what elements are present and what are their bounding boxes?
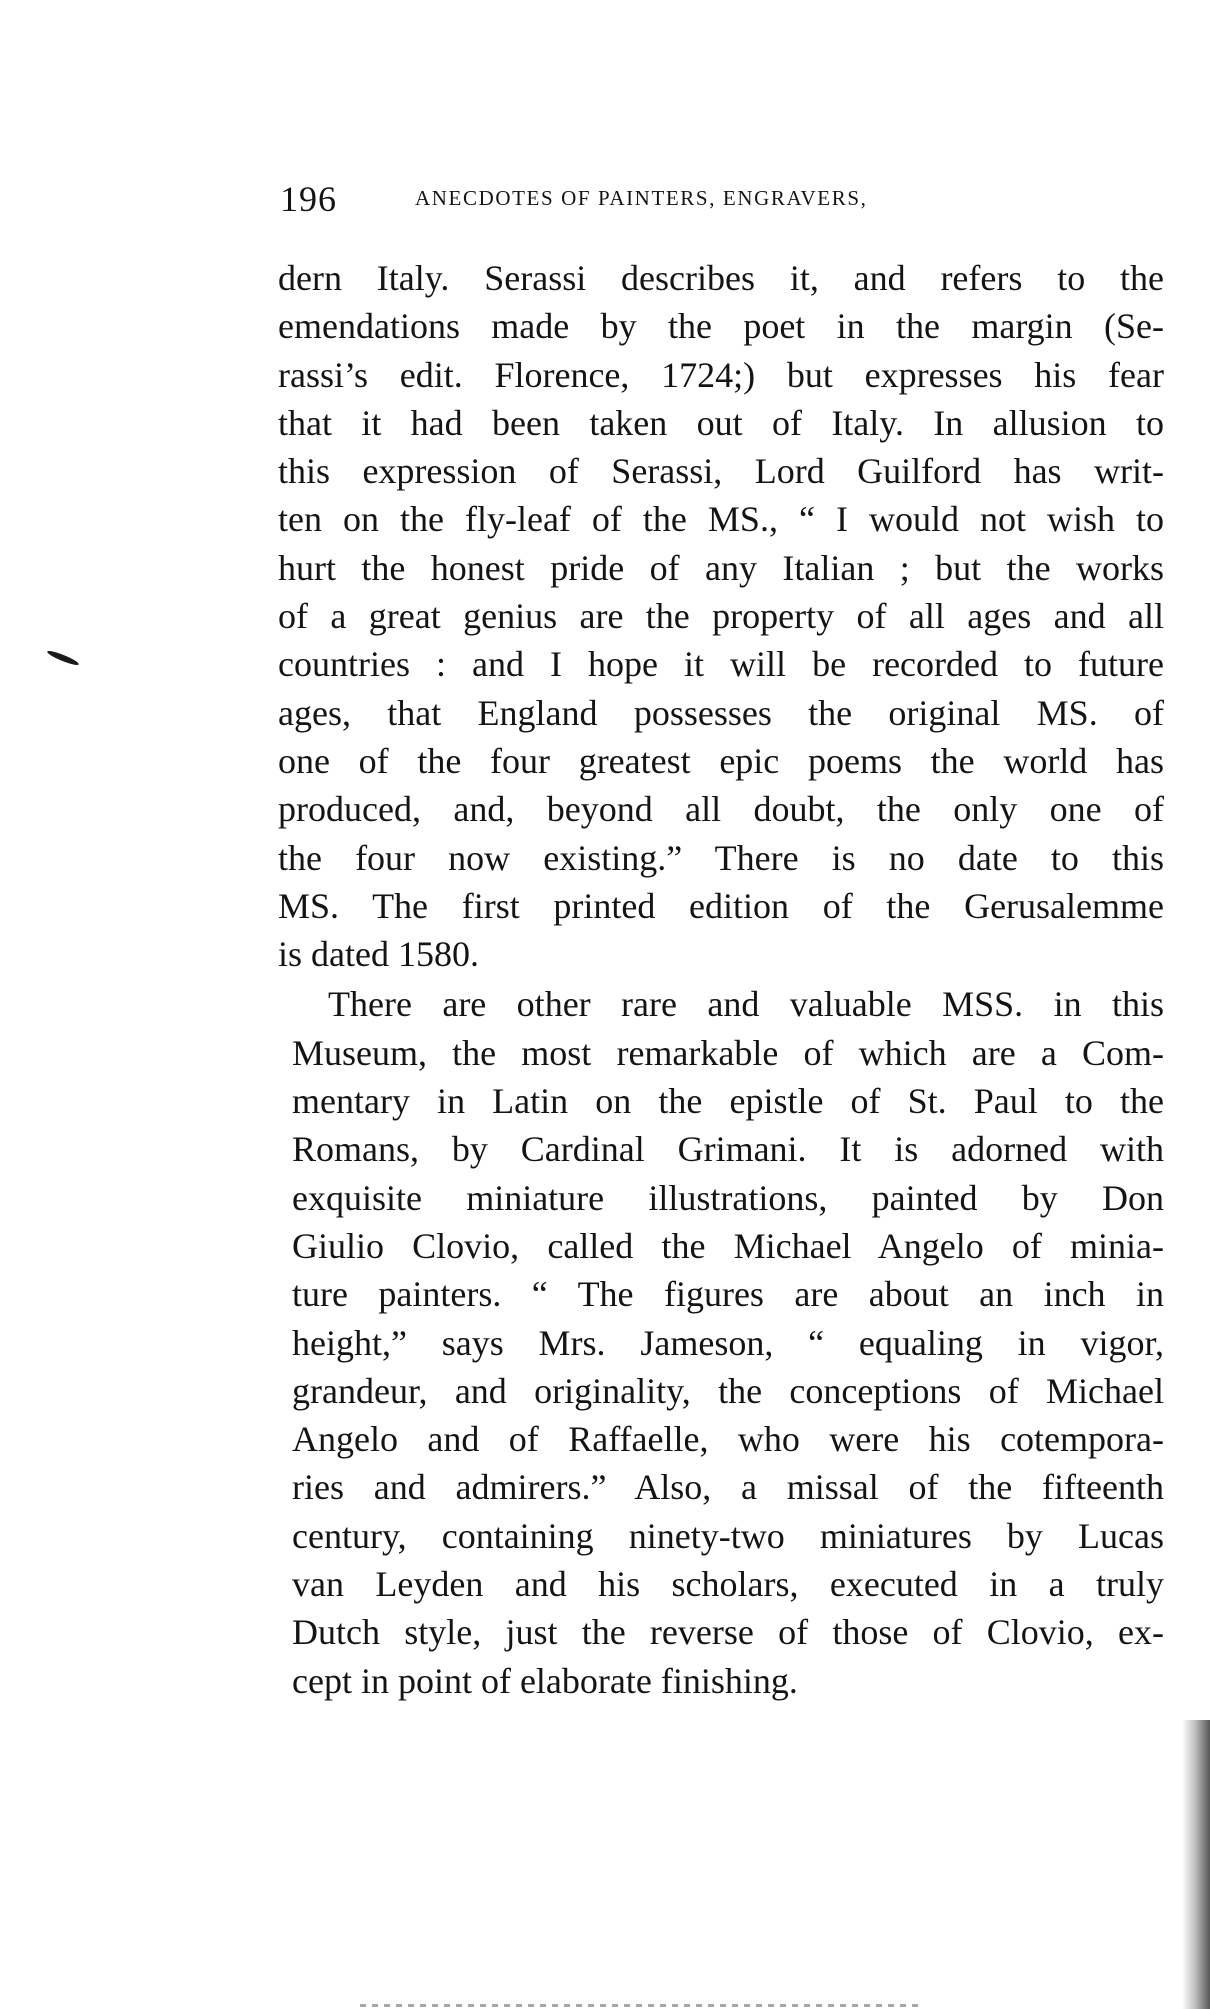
text-line: this expression of Serassi, Lord Guilford has writ- bbox=[278, 451, 1164, 492]
text-line: is dated 1580. bbox=[278, 934, 479, 975]
text-line: hurt the honest pride of any Italian ; but the works bbox=[278, 547, 1164, 588]
text-line: mentary in Latin on the epistle of St. Paul to the bbox=[292, 1081, 1164, 1122]
text-line: Museum, the most remarkable of which are a Com- bbox=[292, 1032, 1164, 1073]
text-line: van Leyden and his scholars, executed in a truly bbox=[292, 1564, 1164, 1605]
paragraph-2 bbox=[278, 980, 1164, 1704]
page-edge-shadow bbox=[1182, 1720, 1210, 2009]
paragraph-1 bbox=[278, 254, 1164, 978]
text-line: Romans, by Cardinal Grimani. It is adorned with bbox=[292, 1129, 1164, 1170]
text-line: the four now existing.” There is no date to this bbox=[278, 837, 1164, 878]
text-line: countries : and I hope it will be recorded to future bbox=[278, 644, 1164, 685]
text-line: that it had been taken out of Italy. In allusion to bbox=[278, 402, 1164, 443]
bottom-edge-shadow bbox=[360, 2004, 920, 2007]
text-line: Dutch style, just the reverse of those of Clovio, ex- bbox=[292, 1612, 1164, 1653]
text-line: ture painters. “ The figures are about an inch in bbox=[292, 1274, 1164, 1315]
text-line: There are other rare and valuable MSS. in this bbox=[328, 984, 1164, 1025]
text-line: ten on the fly-leaf of the MS., “ I would not wish to bbox=[278, 499, 1164, 540]
text-line: one of the four greatest epic poems the world has bbox=[278, 740, 1164, 781]
body-text bbox=[278, 254, 1164, 1705]
text-line: ages, that England possesses the original MS. of bbox=[278, 692, 1164, 733]
text-line: century, containing ninety-two miniatures by Lucas bbox=[292, 1515, 1164, 1556]
running-head: ANECDOTES OF PAINTERS, ENGRAVERS, bbox=[415, 186, 868, 210]
text-line: exquisite miniature illustrations, painted by Don bbox=[292, 1177, 1164, 1218]
text-line: dern Italy. Serassi describes it, and refers to the bbox=[278, 258, 1164, 298]
page-header bbox=[280, 178, 1040, 222]
text-line: cept in point of elaborate finishing. bbox=[292, 1660, 798, 1701]
text-line: Angelo and of Raffaelle, who were his cotempora- bbox=[292, 1419, 1164, 1460]
text-line: ries and admirers.” Also, a missal of the fifteenth bbox=[292, 1467, 1164, 1508]
text-line: height,” says Mrs. Jameson, “ equaling in vigor, bbox=[292, 1322, 1164, 1363]
page-number: 196 bbox=[280, 179, 337, 219]
text-line: MS. The first printed edition of the Gerusalemme bbox=[278, 885, 1164, 926]
text-line: emendations made by the poet in the margin (Se- bbox=[278, 306, 1164, 347]
text-line: Giulio Clovio, called the Michael Angelo of minia- bbox=[292, 1225, 1164, 1266]
text-line: produced, and, beyond all doubt, the only one of bbox=[278, 789, 1164, 830]
text-line: of a great genius are the property of all ages and all bbox=[278, 596, 1164, 637]
stray-ink-mark bbox=[46, 649, 80, 667]
text-line: rassi’s edit. Florence, 1724;) but expresses his fear bbox=[278, 354, 1164, 395]
text-line: grandeur, and originality, the conceptions of Michael bbox=[292, 1370, 1164, 1411]
